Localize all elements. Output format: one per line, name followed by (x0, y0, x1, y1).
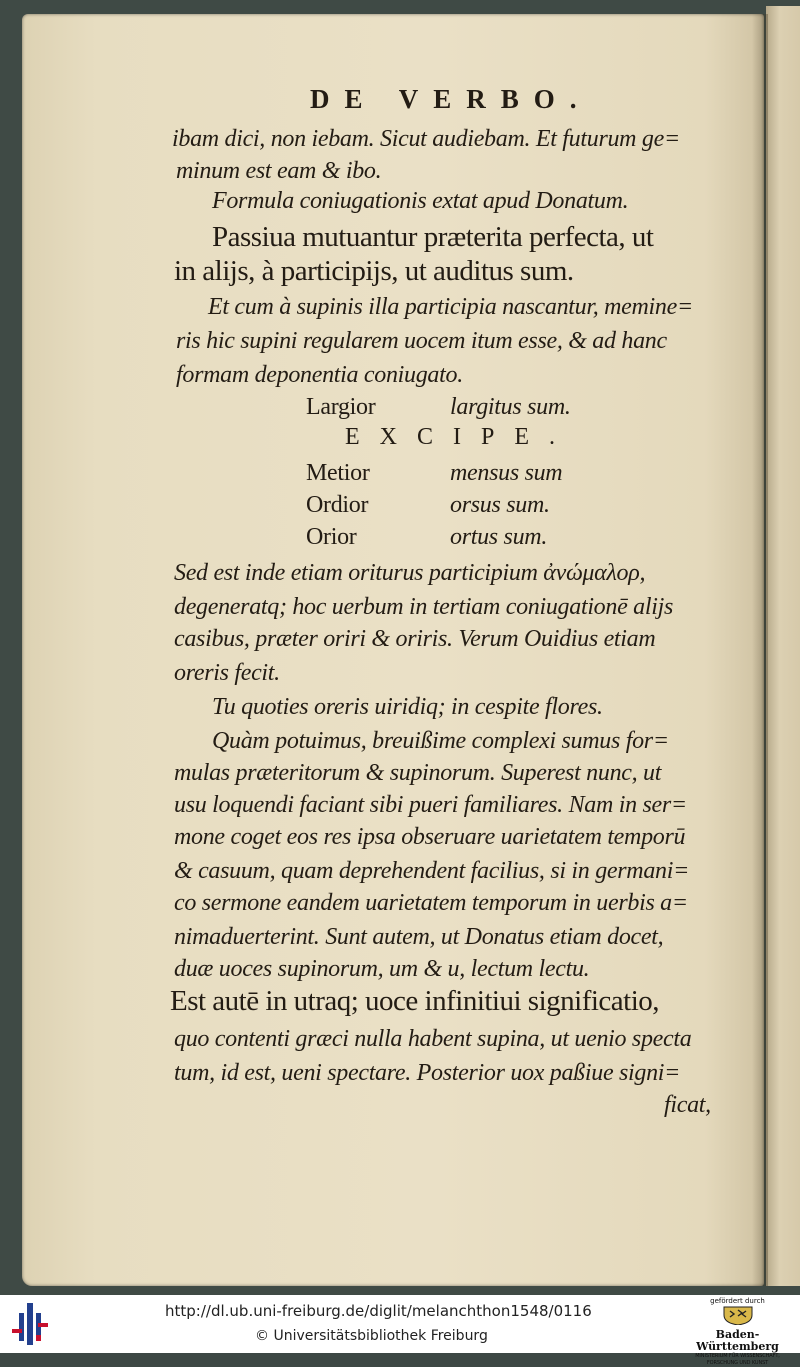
text-line: minum est eam & ibo. (176, 158, 382, 184)
text-line: formam deponentia coniugato. (176, 362, 463, 388)
text-line: quo contenti græci nulla habent supina, ut uenio specta (174, 1026, 692, 1052)
text-line: ibam dici, non iebam. Sicut audiebam. Et futurum ge= (172, 126, 680, 152)
verb-form-left: Ordior (306, 492, 369, 518)
sponsor-prefix: gefördert durch (710, 1297, 765, 1305)
text-line: mone coget eos res ipsa obseruare uarietatem temporū (174, 824, 686, 850)
sponsor-ministry: MINISTERIUM FÜR WISSENSCHAFT, FORSCHUNG UND KUNST (695, 1353, 780, 1366)
text-line: Quàm potuimus, breuißime complexi sumus for= (212, 728, 669, 754)
text-line: casibus, præter oriri & oriris. Verum Ouidius etiam (174, 626, 656, 652)
text-line: degeneratq; hoc uerbum in tertiam coniugationē alijs (174, 594, 673, 620)
copyright-notice: © Universitätsbibliothek Freiburg (255, 1328, 488, 1344)
verb-form-right: ortus sum. (450, 524, 548, 550)
coat-of-arms-icon (720, 1305, 756, 1325)
verb-form-left: Orior (306, 524, 357, 550)
text-line: co sermone eandem uarietatem temporum in uerbis a= (174, 890, 688, 916)
text-line: usu loquendi faciant sibi pueri familiares. Nam in ser= (174, 792, 687, 818)
sponsor-name: Baden-Württemberg (696, 1328, 779, 1353)
text-line: Tu quoties oreris uiridiq; in cespite flores. (212, 694, 603, 720)
verb-form-right: mensus sum (450, 460, 563, 486)
viewer-footer (0, 1295, 800, 1366)
verb-form-right: largitus sum. (450, 394, 571, 420)
text-line: tum, id est, ueni spectare. Posterior uox paßiue signi= (174, 1060, 681, 1086)
text-line: ris hic supini regularem uocem itum esse, & ad hanc (176, 328, 667, 354)
text-line: Sed est inde etiam oriturus participium ἀνώμαλορ, (174, 560, 646, 586)
text-line: duæ uoces supinorum, um & u, lectum lectu. (174, 956, 590, 982)
text-line: & casuum, quam deprehendent facilius, si in germani= (174, 858, 689, 884)
text-line: Formula coniugationis extat apud Donatum. (212, 188, 629, 214)
text-line: Passiua mutuantur præterita perfecta, ut (212, 221, 654, 253)
verb-form-right: orsus sum. (450, 492, 550, 518)
text-line: nimaduerterint. Sunt autem, ut Donatus etiam docet, (174, 924, 664, 950)
text-line: mulas præteritorum & supinorum. Superest nunc, ut (174, 760, 662, 786)
text-line: oreris fecit. (174, 660, 280, 686)
text-line: in alijs, à participijs, ut auditus sum. (174, 255, 574, 287)
permalink-url[interactable]: http://dl.ub.uni-freiburg.de/diglit/melanchthon1548/0116 (165, 1302, 592, 1320)
text-line: Est autē in utraq; uoce infinitiui significatio, (170, 985, 660, 1017)
verb-form-left: Metior (306, 460, 370, 486)
catchword: ficat, (664, 1092, 711, 1118)
sponsor-block (680, 1297, 795, 1366)
verb-form-left: Largior (306, 394, 376, 420)
running-head: DE VERBO. (310, 84, 592, 114)
university-library-logo-icon (10, 1299, 50, 1349)
excipe-heading: EXCIPE. (345, 424, 575, 450)
text-line: Et cum à supinis illa participia nascantur, memine= (208, 294, 693, 320)
